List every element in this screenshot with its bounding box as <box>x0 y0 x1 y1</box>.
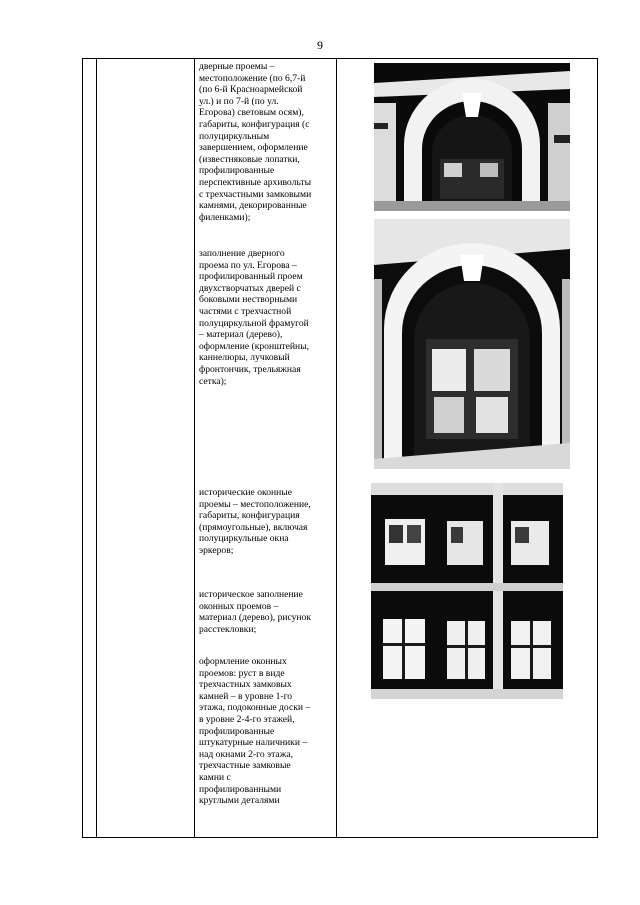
column-divider <box>336 59 337 837</box>
door-infill-paragraph: заполнение дверного проема по ул. Егорова – профилированный проем двухстворчатых дверей с боковыми нестворными частями с трехчастной полуциркульной фрамугой – материал (дерево), оформление (кронштейны, каннелюры, лучковый фронтончик, трельяжная сетка); <box>199 248 310 387</box>
heritage-table <box>82 58 598 838</box>
facade-windows-photo <box>371 483 563 699</box>
window-infill-paragraph: историческое заполнение оконных проемов – материал (дерево), рисунок расстекловки; <box>199 589 312 635</box>
window-openings-paragraph: исторические оконные проемы – местоположение, габариты, конфигурация (прямоугольные), включая полуциркульные окна эркеров; <box>199 487 311 556</box>
page-number: 9 <box>317 38 323 52</box>
arched-door-infill-photo <box>374 219 570 469</box>
column-divider <box>194 59 195 837</box>
column-divider <box>96 59 97 837</box>
arched-doorway-photo <box>374 63 570 211</box>
doorways-paragraph: дверные проемы – местоположение (по 6,7-й (по 6-й Красноармейской ул.) и по 7-й (по ул. Егорова) световым осям), габариты, конфигурация (с полуциркульным завершением, оформление (известняковые лопатки, профилированные перспективные архивольты с трехчастными замковыми камнями, декорированные филенками); <box>199 61 312 223</box>
window-decoration-paragraph: оформление оконных проемов: руст в виде трехчастных замковых камней – в уровне 1-го этажа, подоконные доски – в уровне 2-4-го этажей, профилированные штукатурные наличники – над окнами 2-го этажа, трехчастные замковые камни с профилированными круглыми деталями <box>199 656 311 807</box>
